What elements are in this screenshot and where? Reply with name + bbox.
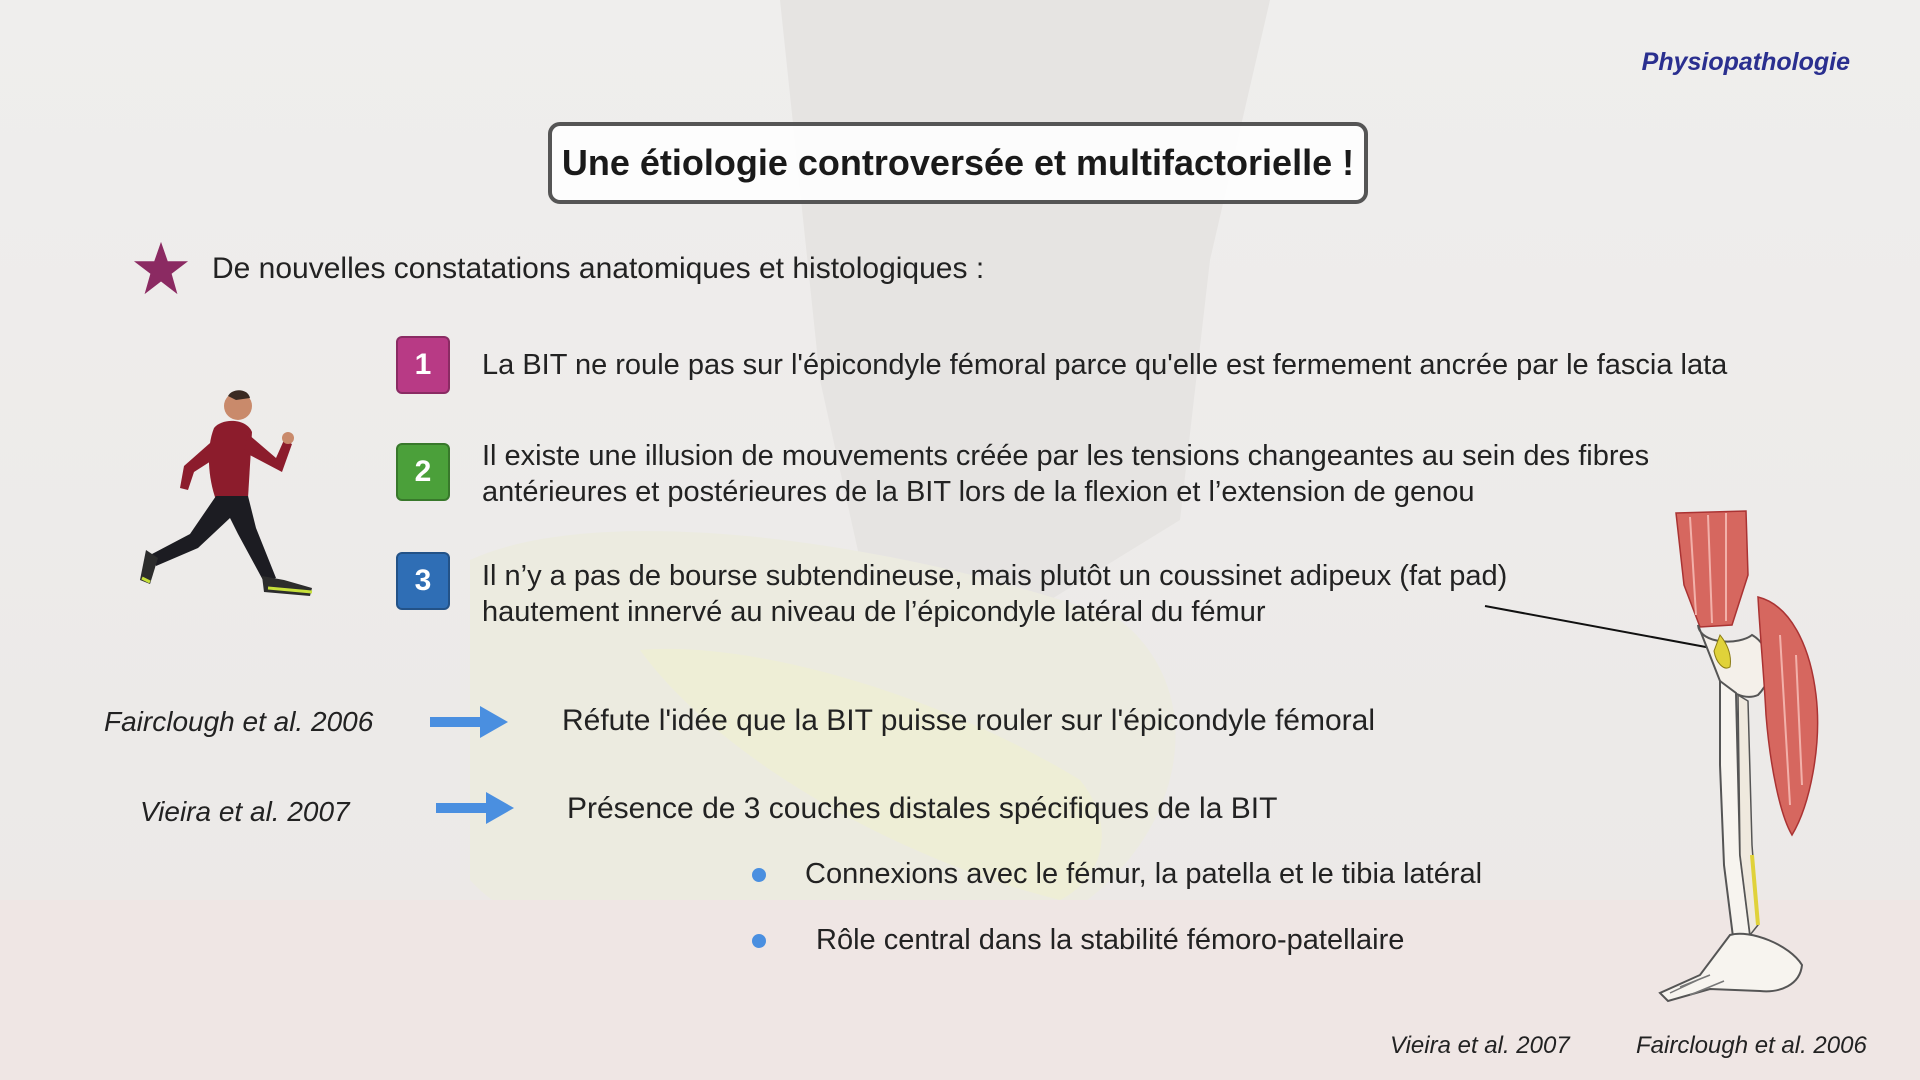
point-2-line-2: antérieures et postérieures de la BIT lors de la flexion et l’extension de genou: [482, 476, 1475, 508]
point-2-text: [482, 438, 1649, 510]
intro-text: De nouvelles constatations anatomiques et histologiques :: [212, 252, 985, 285]
point-3-badge: 3: [396, 552, 450, 610]
finding-2-claim: Présence de 3 couches distales spécifiques de la BIT: [567, 792, 1278, 825]
arrow-right-icon: [428, 704, 510, 740]
leg-anatomy-illustration: [1640, 505, 1830, 1010]
point-1-line-1: La BIT ne roule pas sur l'épicondyle fémoral parce qu'elle est fermement ancrée par le fascia lata: [482, 349, 1728, 381]
point-3-text: [482, 558, 1507, 630]
bullet-icon: [752, 868, 766, 882]
runner-illustration: [136, 388, 316, 606]
footer-citation-2: Fairclough et al. 2006: [1636, 1032, 1867, 1059]
star-icon: [132, 240, 190, 296]
point-2-badge: 2: [396, 443, 450, 501]
point-3-line-1: Il n’y a pas de bourse subtendineuse, mais plutôt un coussinet adipeux (fat pad): [482, 560, 1508, 592]
arrow-right-icon: [434, 790, 516, 826]
bullet-1-text: Connexions avec le fémur, la patella et le tibia latéral: [805, 858, 1483, 890]
bullet-icon: [752, 934, 766, 948]
section-tag: Physiopathologie: [1641, 48, 1850, 76]
finding-1-claim: Réfute l'idée que la BIT puisse rouler sur l'épicondyle fémoral: [562, 704, 1376, 737]
finding-2-citation: Vieira et al. 2007: [140, 796, 350, 827]
bullet-2-text: Rôle central dans la stabilité fémoro-patellaire: [816, 924, 1405, 956]
slide-title-text: Une étiologie controversée et multifactorielle !: [561, 142, 1355, 183]
point-3-line-2: hautement innervé au niveau de l’épicondyle latéral du fémur: [482, 596, 1266, 628]
point-1-text: [482, 347, 1727, 383]
point-1-badge: 1: [396, 336, 450, 394]
slide-title: [548, 122, 1368, 204]
footer-citation-1: Vieira et al. 2007: [1390, 1032, 1570, 1059]
finding-1-citation: Fairclough et al. 2006: [104, 706, 374, 737]
point-2-line-1: Il existe une illusion de mouvements créée par les tensions changeantes au sein des fibres: [482, 440, 1650, 472]
